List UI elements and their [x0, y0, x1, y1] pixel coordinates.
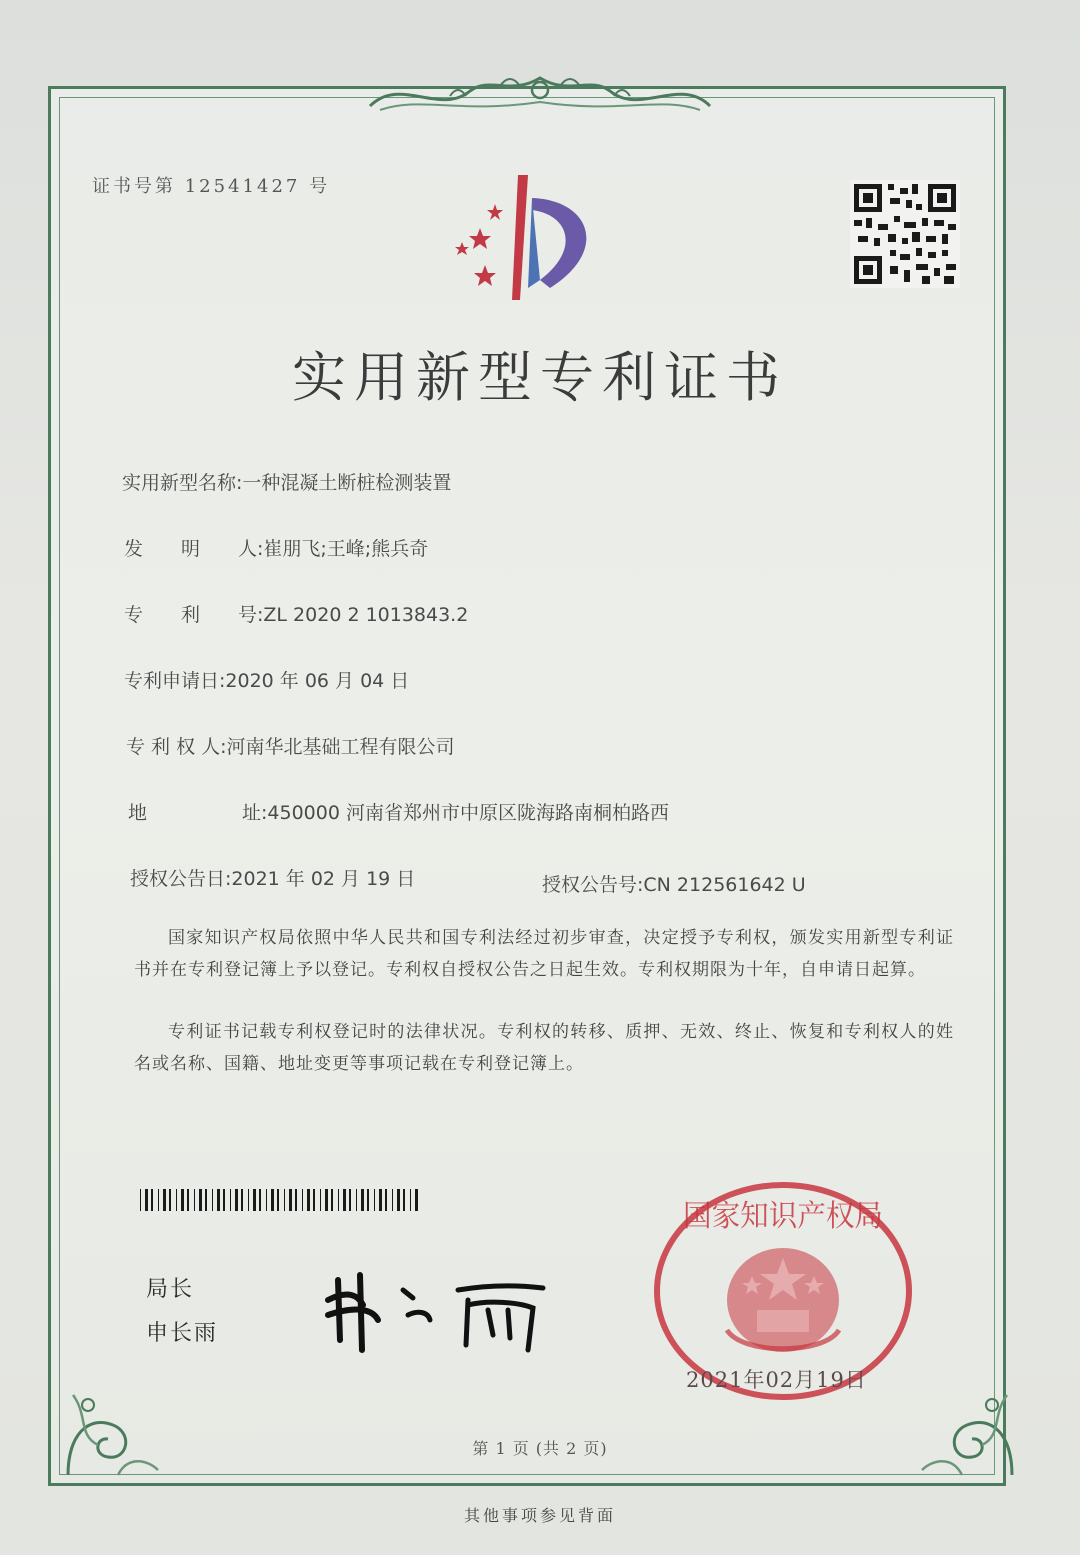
grant-paragraph: 国家知识产权局依照中华人民共和国专利法经过初步审查，决定授予专利权，颁发实用新型专利证书并在专利登记簿上予以登记。专利权自授权公告之日起生效。专利权期限为十年，自申请日起算。 [134, 928, 954, 980]
top-ornament-icon [360, 66, 720, 122]
corner-ornament-icon [912, 1375, 1022, 1485]
field-application-date [124, 666, 409, 693]
field-grant-date [130, 864, 415, 891]
field-value: 崔朋飞;王峰;熊兵奇 [263, 538, 429, 560]
corner-ornament-icon [58, 1375, 168, 1485]
field-patentee [126, 732, 455, 759]
field-label: 专 利 权 人: [126, 736, 227, 758]
director-signature-icon [318, 1260, 558, 1360]
field-value: CN 212561642 U [643, 874, 806, 896]
field-label: 实用新型名称: [122, 472, 243, 494]
field-value: ZL 2020 2 1013843.2 [263, 604, 469, 626]
cnipa-logo-icon [440, 170, 610, 305]
director-name: 申长雨 [146, 1321, 219, 1346]
page-number: 第 1 页 (共 2 页) [472, 1439, 608, 1458]
certificate-number [92, 172, 330, 198]
field-patent-number [124, 600, 468, 627]
field-label: 地 址: [128, 802, 268, 824]
field-label: 专 利 号: [124, 604, 264, 626]
seal-text: 国家知识产权局 [683, 1199, 883, 1234]
field-value: 2021 年 02 月 19 日 [231, 868, 416, 890]
field-label: 发 明 人: [124, 538, 264, 560]
legal-status-paragraph: 专利证书记载专利权登记时的法律状况。专利权的转移、质押、无效、终止、恢复和专利权人的姓名或名称、国籍、地址变更等事项记载在专利登记簿上。 [134, 1022, 954, 1074]
certificate-number-value: 12541427 [184, 176, 301, 197]
field-value: 一种混凝土断桩检测装置 [242, 472, 452, 494]
field-utility-model-name [122, 468, 451, 495]
field-grant-number [542, 870, 806, 897]
field-label: 专利申请日: [124, 670, 226, 692]
field-label: 授权公告日: [130, 868, 232, 890]
director-title: 局长 [146, 1277, 195, 1302]
field-value: 450000 河南省郑州市中原区陇海路南桐柏路西 [267, 802, 669, 824]
field-inventors [124, 534, 428, 561]
footer-note: 其他事项参见背面 [463, 1506, 616, 1525]
field-label: 授权公告号: [542, 874, 644, 896]
field-value: 河南华北基础工程有限公司 [226, 736, 455, 758]
seal-date: 2021年02月19日 [686, 1368, 867, 1392]
barcode-icon [140, 1189, 420, 1211]
field-address [128, 798, 669, 825]
certificate-number-suffix: 号 [309, 176, 331, 197]
certificate-title: 实用新型专利证书 [292, 346, 788, 409]
certificate-number-label: 证书号第 [92, 176, 176, 197]
field-value: 2020 年 06 月 04 日 [225, 670, 410, 692]
qr-code-icon [850, 180, 960, 288]
